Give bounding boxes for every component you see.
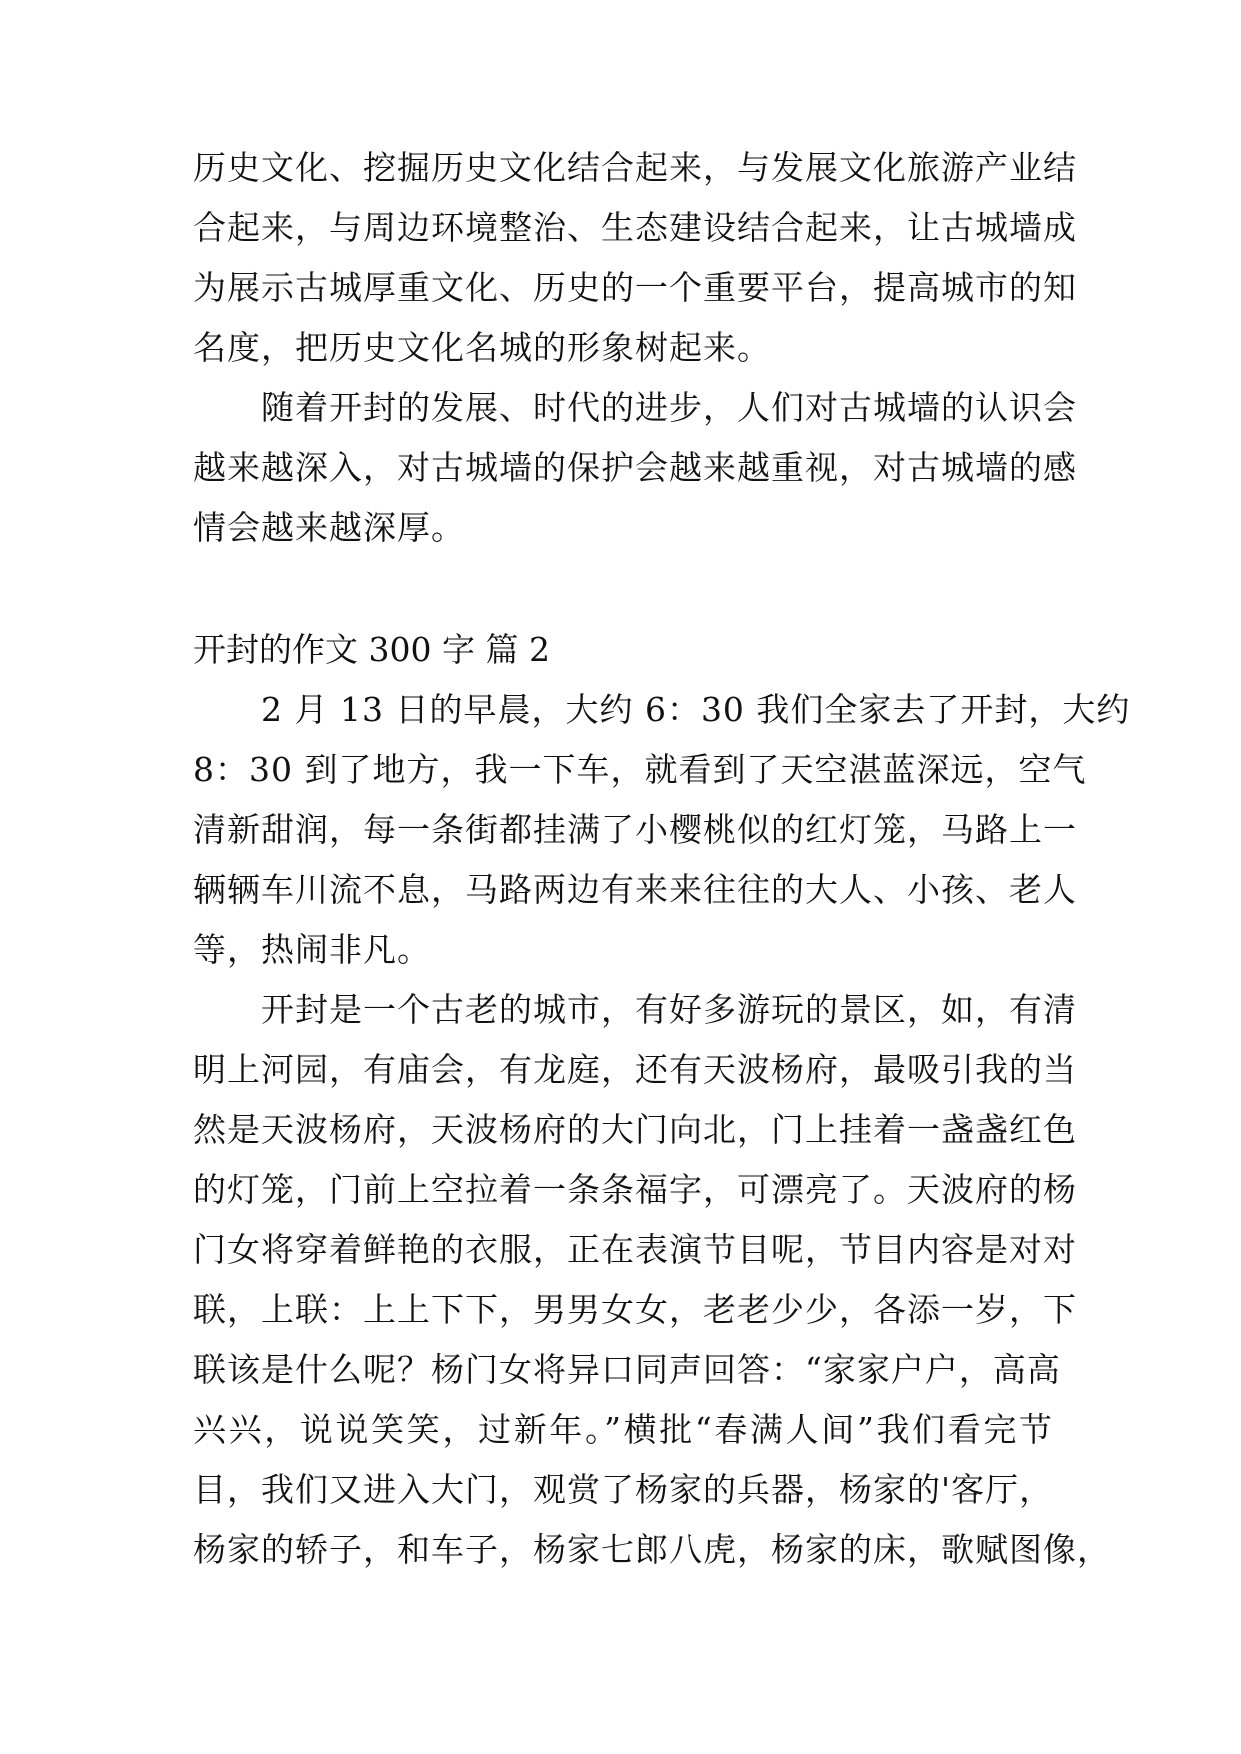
paragraph-3-line-4: 辆辆车川流不息，马路两边有来来往往的大人、小孩、老人 [193, 870, 1077, 909]
paragraph-3-line-2: 8：30 到了地方，我一下车，就看到了天空湛蓝深远，空气 [193, 750, 1087, 789]
paragraph-3-line-3: 清新甜润，每一条街都挂满了小樱桃似的红灯笼，马路上一 [193, 810, 1077, 849]
paragraph-4-line-10: 杨家的轿子，和车子，杨家七郎八虎，杨家的床，歌赋图像， [193, 1530, 1111, 1569]
paragraph-3-line-5: 等，热闹非凡。 [193, 930, 431, 969]
paragraph-4-line-5: 门女将穿着鲜艳的衣服，正在表演节目呢，节目内容是对对 [193, 1230, 1077, 1269]
paragraph-4-line-4: 的灯笼，门前上空拉着一条条福字，可漂亮了。天波府的杨 [193, 1170, 1077, 1209]
paragraph-1-line-4: 名度，把历史文化名城的形象树起来。 [193, 328, 771, 367]
paragraph-2-line-3: 情会越来越深厚。 [193, 508, 465, 547]
paragraph-1-line-2: 合起来，与周边环境整治、生态建设结合起来，让古城墙成 [193, 208, 1077, 247]
paragraph-3-line-1: 2 月 13 日的早晨，大约 6：30 我们全家去了开封，大约 [193, 690, 1131, 729]
paragraph-2-line-2: 越来越深入，对古城墙的保护会越来越重视，对古城墙的感 [193, 448, 1077, 487]
section-title: 开封的作文 300 字 篇 2 [193, 630, 550, 669]
paragraph-4-line-2: 明上河园，有庙会，有龙庭，还有天波杨府，最吸引我的当 [193, 1050, 1077, 1089]
paragraph-1-line-1: 历史文化、挖掘历史文化结合起来，与发展文化旅游产业结 [193, 148, 1077, 187]
paragraph-4-line-7: 联该是什么呢？杨门女将异口同声回答：“家家户户，高高 [193, 1350, 1061, 1389]
paragraph-4-line-3: 然是天波杨府，天波杨府的大门向北，门上挂着一盏盏红色 [193, 1110, 1077, 1149]
paragraph-1-line-3: 为展示古城厚重文化、历史的一个重要平台，提高城市的知 [193, 268, 1077, 307]
paragraph-4-line-6: 联，上联：上上下下，男男女女，老老少少，各添一岁，下 [193, 1290, 1077, 1329]
paragraph-2-line-1: 随着开封的发展、时代的进步，人们对古城墙的认识会 [193, 388, 1077, 427]
paragraph-4-line-9: 目，我们又进入大门，观赏了杨家的兵器，杨家的'客厅， [193, 1470, 1054, 1509]
paragraph-4-line-8: 兴兴，说说笑笑，过新年。”横批“春满人间”我们看完节 [193, 1410, 1053, 1449]
paragraph-4-line-1: 开封是一个古老的城市，有好多游玩的景区，如，有清 [193, 990, 1077, 1029]
